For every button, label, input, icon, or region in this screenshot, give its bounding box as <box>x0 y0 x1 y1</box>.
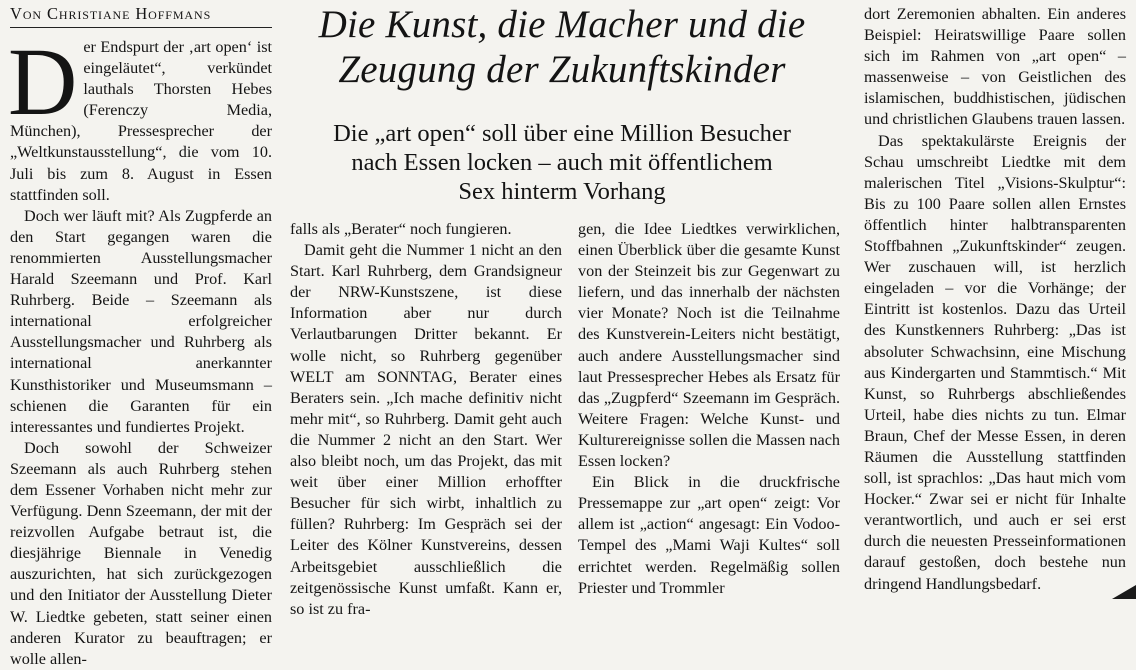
subheadline-line: Sex hinterm Vorhang <box>458 178 666 205</box>
article-column-2 <box>290 219 562 620</box>
drop-cap: D <box>8 28 78 135</box>
paragraph: dort Zeremonien abhalten. Ein anderes Beispiel: Heiratswillige Paare sollen sich im Rahmen von „art open“ – massenweise – von Geistlichen des islamischen, buddhistischen, jüdischen und christlichen Glaubens trauen lassen. <box>864 5 1126 129</box>
paragraph: Ein Blick in die druckfrische Pressemappe zur „art open“ zeigt: Vor allem ist „action“ angesagt: Ein Vodoo-Tempel des „Mami Waji Kultes“ soll errichtet werden. Regelmäßig sollen Priester und Trommler <box>578 473 840 597</box>
subheadline <box>292 119 832 206</box>
paragraph: Das spektakulärste Ereignis der Schau umschreibt Liedtke mit dem malerischen Titel „Visions-Skulptur“: Bis zu 100 Paare sollen allen Ernstes öffentlich hinter halbtransparenten Stoffbahnen „Zukunftskinder“ zeugen. Wer zuschauen will, ist herzlich eingeladen – vor die Vorhänge; der Eintritt ist kostenlos. Dazu das Urteil des Kunstkenners Ruhrberg: „Das ist absoluter Schwachsinn, eine Mischung aus Kindergarten und Stammtisch.“ Mit Kunst, so Ruhrbergs abschließendes Urteil, habe dies nichts zu tun. Elmar Braun, Chef der Messe Essen, in deren Räumen die Ausstellung stattfinden soll, ist sprachlos: „Das haut mich vom Hocker.“ Zwar sei er nicht für Inhalte verantwortlich, und auch er sei erst durch die neuesten Presseinformationen darauf gestoßen, doch bestehe nun dringend Handlungsbedarf. <box>864 131 1126 593</box>
subheadline-line: nach Essen locken – auch mit öffentlichem <box>351 149 773 176</box>
page-corner-mark <box>1112 585 1136 599</box>
article-column-3 <box>578 219 840 599</box>
article-column-1 <box>8 28 272 670</box>
paragraph: er Endspurt der ‚art open‘ ist eingeläutet“, verkündet lauthals Thorsten Hebes (Ferenczy Media, München), Pressesprecher der „Weltkunstausstellung“, die vom 10. Juli bis zum 8. August in Essen stattfinden soll. <box>10 38 272 204</box>
headline <box>288 2 836 92</box>
paragraph: Doch wer läuft mit? Als Zugpferde an den Start gegangen waren die renommierten Ausstellungsmacher Harald Szeemann und Prof. Karl Ruhrberg. Beide – Szeemann als international erfolgreicher Ausstellungsmacher und Ruhrberg als international anerkannter Kunsthistoriker und Museumsmann – schienen die Garanten für ein interessantes und fundiertes Projekt. <box>10 206 272 436</box>
paragraph: Damit geht die Nummer 1 nicht an den Start. Karl Ruhrberg, dem Grandsigneur der NRW-Kunstszene, ist diese Information aber nur durch Verlautbarungen Dritter bekannt. Er wolle nicht, so Ruhrberg gegenüber WELT am SONNTAG, Berater eines Beraters sein. „Ich mache definitiv nicht mehr mit“, so Ruhrberg. Damit geht auch die Nummer 2 nicht an den Start. Wer also bleibt noch, um das Projekt, das mit weit über einer Million erhoffter Besucher für sich wirbt, inhaltlich zu füllen? Ruhrberg: Im Gespräch sei der Leiter des Kölner Kunstvereins, dessen Arbeitsgebiet ausschließlich die zeitgenössische Kunst umfaßt. Kann er, so ist zu fra- <box>290 241 562 618</box>
paragraph: Doch sowohl der Schweizer Szeemann als auch Ruhrberg stehen dem Essener Vorhaben nicht mehr zur Verfügung. Denn Szeemann, der mit der reizvollen Aufgabe betraut ist, die diesjährige Biennale in Venedig auszurichten, hat sich zurückgezogen und den Initiator der Ausstellung Dieter W. Liedtke gebeten, statt seiner einen anderen Kurator zu beauftragen; er wolle allen- <box>10 438 272 668</box>
byline: Von Christiane Hoffmans <box>10 4 272 28</box>
paragraph: gen, die Idee Liedtkes verwirklichen, einen Überblick über die gesamte Kunst von der Steinzeit bis zur Gegenwart zu liefern, und das innerhalb der nächsten vier Monate? Noch ist die Teilnahme des Kunstverein-Leiters nicht bestätigt, auch andere Ausstellungsmacher sind laut Pressesprecher Hebes als Ersatz für das „Zugpferd“ Szeemann im Gespräch. Weitere Fragen: Welche Kunst- und Kulturereignisse sollen die Massen nach Essen locken? <box>578 220 840 471</box>
subheadline-line: Die „art open“ soll über eine Million Besucher <box>333 120 791 147</box>
headline-line: Die Kunst, die Macher und die <box>318 3 806 46</box>
article-column-4 <box>864 4 1126 595</box>
paragraph: falls als „Berater“ noch fungieren. <box>290 220 512 238</box>
headline-line: Zeugung der Zukunftskinder <box>338 48 786 91</box>
